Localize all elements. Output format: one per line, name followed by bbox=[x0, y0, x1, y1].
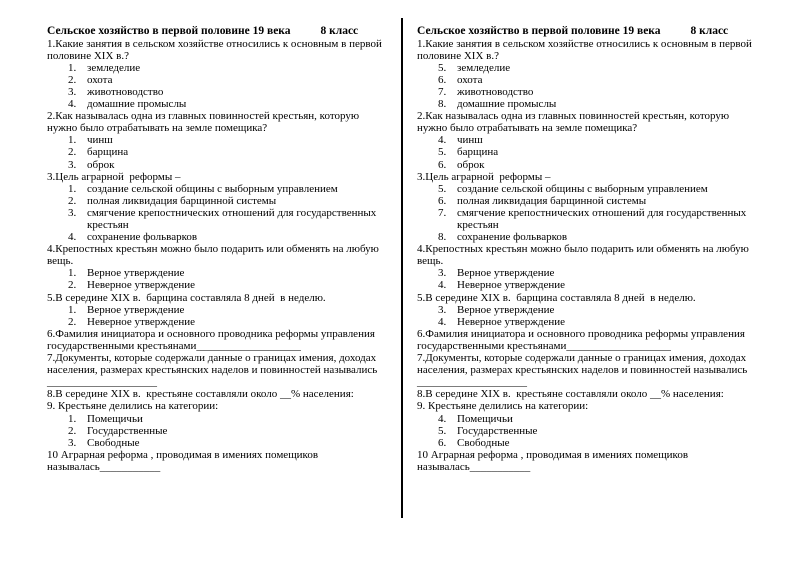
option-text: охота bbox=[87, 73, 113, 86]
option-number: 2. bbox=[68, 424, 77, 437]
option-text: охота bbox=[457, 73, 483, 86]
option-text: полная ликвидация барщинной системы bbox=[457, 194, 647, 207]
option-text: создание сельской общины с выборным управлением bbox=[457, 182, 708, 195]
question-7-text-line-3: ____________________ bbox=[417, 376, 527, 389]
question-9-option-1-line-1 bbox=[417, 413, 773, 425]
option-number: 6. bbox=[438, 73, 447, 86]
question-1-option-2-line-1 bbox=[417, 74, 773, 86]
option-text: барщина bbox=[87, 146, 129, 159]
option-text: смягчение крепостнических отношений для государственных bbox=[87, 206, 377, 219]
question-2-option-3-line-1 bbox=[417, 159, 773, 171]
option-text: Помещичьи bbox=[457, 412, 513, 425]
question-3-option-3-line-1 bbox=[417, 207, 773, 219]
question-9-option-2-line-1 bbox=[47, 425, 403, 437]
question-3-option-1-line-1 bbox=[417, 183, 773, 195]
question-8-text-line-1: 8.В середине XIX в. крестьяне составляли около __% населения: bbox=[417, 388, 724, 401]
option-text: земледелие bbox=[457, 61, 511, 74]
option-number: 2. bbox=[68, 279, 77, 292]
question-10-text-line-1: 10 Аграрная реформа , проводимая в имениях помещиков bbox=[417, 448, 689, 461]
option-text: крестьян bbox=[457, 219, 499, 231]
question-9-option-3-line-1 bbox=[47, 437, 403, 449]
question-6-text-line-1: 6.Фамилия инициатора и основного проводника реформы управления bbox=[47, 327, 375, 340]
option-number: 5. bbox=[438, 182, 447, 195]
option-text: Помещичьи bbox=[87, 412, 143, 425]
option-text: чинш bbox=[87, 134, 113, 147]
question-1-option-3-line-1 bbox=[417, 86, 773, 98]
option-number: 2. bbox=[68, 194, 77, 207]
question-5-option-2-line-1 bbox=[417, 316, 773, 328]
option-text: земледелие bbox=[87, 61, 141, 74]
question-4-option-1-line-1 bbox=[47, 267, 403, 279]
option-text: сохранение фольварков bbox=[87, 231, 198, 244]
title-gap bbox=[291, 25, 321, 38]
option-text: оброк bbox=[457, 158, 485, 171]
option-text: Неверное утверждение bbox=[87, 315, 196, 328]
option-text: Верное утверждение bbox=[87, 303, 185, 316]
option-number: 7. bbox=[438, 85, 447, 98]
option-number bbox=[438, 219, 457, 231]
question-4-option-2-line-1 bbox=[417, 279, 773, 291]
question-3-option-1-line-1 bbox=[47, 183, 403, 195]
question-4-option-1-line-1 bbox=[417, 267, 773, 279]
question-3-option-2-line-1 bbox=[417, 195, 773, 207]
question-1-option-1-line-1 bbox=[417, 62, 773, 74]
option-number: 4. bbox=[438, 315, 447, 328]
question-9-option-2-line-1 bbox=[417, 425, 773, 437]
option-number: 1. bbox=[68, 267, 77, 280]
question-5-text-line-1: 5.В середине XIX в. барщина составляла 8 дней в неделю. bbox=[417, 291, 696, 304]
question-10-text-line-1: 10 Аграрная реформа , проводимая в имениях помещиков bbox=[47, 448, 319, 461]
option-number: 5. bbox=[438, 146, 447, 159]
question-4-text-line-2: вещь. bbox=[47, 255, 74, 268]
question-4-text-line-2: вещь. bbox=[417, 255, 444, 268]
option-number: 3. bbox=[438, 267, 447, 280]
test-column-right bbox=[417, 25, 773, 473]
question-1-option-3-line-1 bbox=[47, 86, 403, 98]
option-number: 4. bbox=[68, 231, 77, 244]
question-9-text-line-1: 9. Крестьяне делились на категории: bbox=[417, 400, 589, 413]
option-text: Свободные bbox=[87, 436, 140, 449]
option-number: 3. bbox=[68, 436, 77, 449]
test-title: Сельское хозяйство в первой половине 19 века bbox=[47, 25, 291, 37]
question-1-option-2-line-1 bbox=[47, 74, 403, 86]
option-number: 4. bbox=[438, 134, 447, 147]
option-number: 3. bbox=[438, 303, 447, 316]
question-2-text-line-1: 2.Как называлась одна из главных повинностей крестьян, которую bbox=[47, 110, 360, 123]
option-number: 3. bbox=[68, 158, 77, 171]
option-text: Государственные bbox=[457, 424, 538, 437]
option-number: 8. bbox=[438, 231, 447, 244]
option-text: полная ликвидация барщинной системы bbox=[87, 194, 277, 207]
column-header bbox=[417, 25, 773, 38]
question-1-option-1-line-1 bbox=[47, 62, 403, 74]
question-7-text-line-1: 7.Документы, которые содержали данные о границах имения, доходах bbox=[417, 352, 747, 365]
question-9-option-1-line-1 bbox=[47, 413, 403, 425]
question-6-text-line-1: 6.Фамилия инициатора и основного проводника реформы управления bbox=[417, 327, 745, 340]
option-number: 1. bbox=[68, 182, 77, 195]
option-text: животноводство bbox=[87, 85, 164, 98]
question-5-text-line-1: 5.В середине XIX в. барщина составляла 8 дней в неделю. bbox=[47, 291, 326, 304]
question-1-text-line-2: половине XIX в.? bbox=[417, 49, 499, 62]
question-2-option-1-line-1 bbox=[417, 134, 773, 146]
column-header bbox=[47, 25, 403, 38]
option-text: смягчение крепостнических отношений для государственных bbox=[457, 206, 747, 219]
option-text: Верное утверждение bbox=[457, 303, 555, 316]
option-number: 5. bbox=[438, 61, 447, 74]
question-3-option-2-line-1 bbox=[47, 195, 403, 207]
question-1-text-line-1: 1.Какие занятия в сельском хозяйстве относились к основным в первой bbox=[47, 37, 382, 50]
question-1-option-4-line-1 bbox=[417, 98, 773, 110]
option-text: сохранение фольварков bbox=[457, 231, 568, 244]
option-number: 7. bbox=[438, 206, 447, 219]
option-number: 2. bbox=[68, 146, 77, 159]
question-4-text-line-1: 4.Крепостных крестьян можно было подарить или обменять на любую bbox=[47, 243, 379, 256]
option-text: крестьян bbox=[87, 219, 129, 231]
question-2-text-line-2: нужно было отрабатывать на земле помещика? bbox=[417, 122, 638, 135]
option-number: 4. bbox=[68, 98, 77, 111]
question-9-text-line-1: 9. Крестьяне делились на категории: bbox=[47, 400, 219, 413]
question-3-option-3-line-2 bbox=[47, 219, 403, 231]
question-3-text-line-1: 3.Цель аграрной реформы – bbox=[417, 170, 551, 183]
question-1-option-4-line-1 bbox=[47, 98, 403, 110]
question-3-option-4-line-1 bbox=[47, 231, 403, 243]
question-7-text-line-1: 7.Документы, которые содержали данные о границах имения, доходах bbox=[47, 352, 377, 365]
option-text: оброк bbox=[87, 158, 115, 171]
question-10-text-line-2: называлась___________ bbox=[417, 460, 531, 473]
option-text: Неверное утверждение bbox=[87, 279, 196, 292]
option-text: животноводство bbox=[457, 85, 534, 98]
title-gap bbox=[661, 25, 691, 38]
question-3-option-3-line-2 bbox=[417, 219, 773, 231]
question-5-option-1-line-1 bbox=[47, 304, 403, 316]
question-3-option-4-line-1 bbox=[417, 231, 773, 243]
question-7-text-line-3: ____________________ bbox=[47, 376, 157, 389]
question-5-option-1-line-1 bbox=[417, 304, 773, 316]
option-number: 4. bbox=[438, 412, 447, 425]
option-text: Верное утверждение bbox=[87, 267, 185, 280]
question-2-text-line-1: 2.Как называлась одна из главных повинностей крестьян, которую bbox=[417, 110, 730, 123]
option-number: 6. bbox=[438, 158, 447, 171]
option-text: Верное утверждение bbox=[457, 267, 555, 280]
option-text: создание сельской общины с выборным управлением bbox=[87, 182, 338, 195]
option-number: 4. bbox=[438, 279, 447, 292]
option-text: домашние промыслы bbox=[457, 98, 557, 111]
question-9-option-3-line-1 bbox=[417, 437, 773, 449]
option-number bbox=[68, 219, 87, 231]
question-10-text-line-2: называлась___________ bbox=[47, 460, 161, 473]
option-number: 6. bbox=[438, 194, 447, 207]
question-2-text-line-2: нужно было отрабатывать на земле помещика? bbox=[47, 122, 268, 135]
question-1-text-line-2: половине XIX в.? bbox=[47, 49, 129, 62]
question-6-text-line-2: государственными крестьянами___________________ bbox=[417, 339, 671, 352]
option-number: 2. bbox=[68, 73, 77, 86]
option-text: Свободные bbox=[457, 436, 510, 449]
question-7-text-line-2: населения, размерах крестьянских наделов и повинностей назывались bbox=[417, 364, 748, 377]
question-2-option-1-line-1 bbox=[47, 134, 403, 146]
option-number: 5. bbox=[438, 424, 447, 437]
option-text: Государственные bbox=[87, 424, 168, 437]
question-6-text-line-2: государственными крестьянами___________________ bbox=[47, 339, 301, 352]
question-8-text-line-1: 8.В середине XIX в. крестьяне составляли около __% населения: bbox=[47, 388, 354, 401]
grade-label: 8 класс bbox=[320, 25, 359, 37]
question-2-option-3-line-1 bbox=[47, 159, 403, 171]
option-number: 3. bbox=[68, 206, 77, 219]
option-text: барщина bbox=[457, 146, 499, 159]
option-number: 2. bbox=[68, 315, 77, 328]
option-number: 1. bbox=[68, 303, 77, 316]
question-2-option-2-line-1 bbox=[417, 146, 773, 158]
question-4-text-line-1: 4.Крепостных крестьян можно было подарить или обменять на любую bbox=[417, 243, 749, 256]
option-text: Неверное утверждение bbox=[457, 315, 566, 328]
test-title: Сельское хозяйство в первой половине 19 века bbox=[417, 25, 661, 37]
question-5-option-2-line-1 bbox=[47, 316, 403, 328]
grade-label: 8 класс bbox=[690, 25, 729, 37]
question-3-text-line-1: 3.Цель аграрной реформы – bbox=[47, 170, 181, 183]
option-number: 1. bbox=[68, 61, 77, 74]
option-number: 1. bbox=[68, 412, 77, 425]
option-number: 3. bbox=[68, 85, 77, 98]
question-3-option-3-line-1 bbox=[47, 207, 403, 219]
test-column-left bbox=[47, 25, 403, 473]
question-7-text-line-2: населения, размерах крестьянских наделов и повинностей назывались bbox=[47, 364, 378, 377]
question-2-option-2-line-1 bbox=[47, 146, 403, 158]
option-number: 8. bbox=[438, 98, 447, 111]
option-text: домашние промыслы bbox=[87, 98, 187, 111]
question-4-option-2-line-1 bbox=[47, 279, 403, 291]
option-number: 1. bbox=[68, 134, 77, 147]
question-1-text-line-1: 1.Какие занятия в сельском хозяйстве относились к основным в первой bbox=[417, 37, 752, 50]
option-number: 6. bbox=[438, 436, 447, 449]
option-text: чинш bbox=[457, 134, 483, 147]
option-text: Неверное утверждение bbox=[457, 279, 566, 292]
